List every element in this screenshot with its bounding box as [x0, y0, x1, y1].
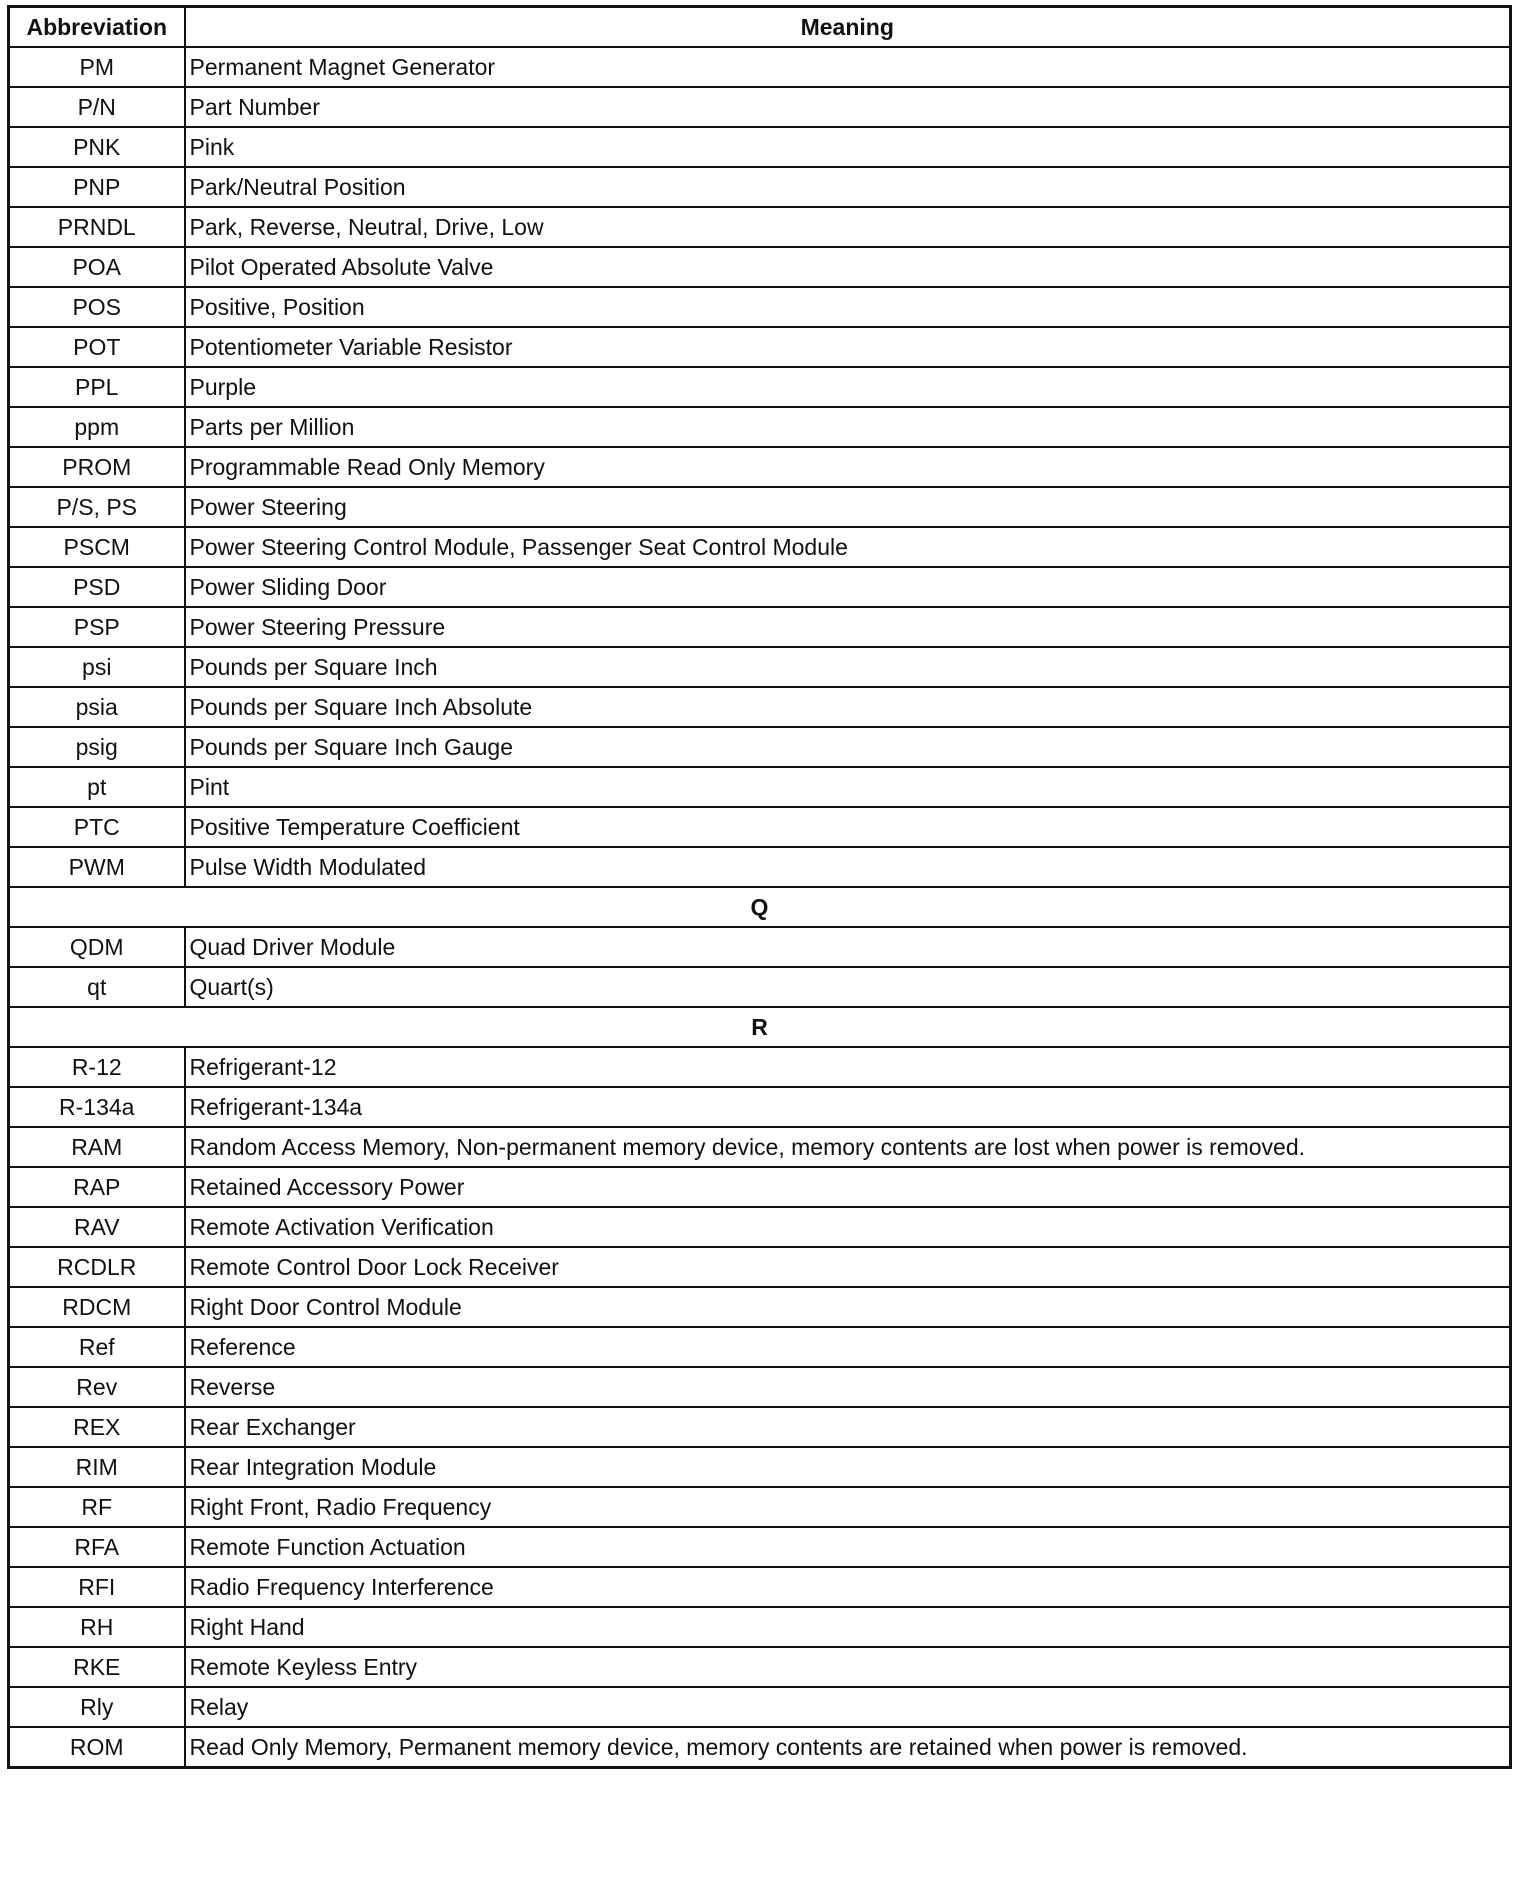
- section-row: [9, 887, 1511, 927]
- meaning-cell: Programmable Read Only Memory: [185, 447, 1511, 487]
- abbreviation-cell: R-12: [9, 1047, 185, 1087]
- abbreviation-cell: R-134a: [9, 1087, 185, 1127]
- table-row: [9, 1047, 1511, 1087]
- abbreviation-cell: RFI: [9, 1567, 185, 1607]
- table-row: [9, 327, 1511, 367]
- abbreviation-cell: psia: [9, 687, 185, 727]
- section-heading: Q: [9, 887, 1511, 927]
- table-row: [9, 607, 1511, 647]
- abbreviation-cell: pt: [9, 767, 185, 807]
- abbreviation-cell: PRNDL: [9, 207, 185, 247]
- abbreviation-cell: psig: [9, 727, 185, 767]
- table-row: [9, 1727, 1511, 1768]
- table-row: [9, 567, 1511, 607]
- abbreviation-cell: RDCM: [9, 1287, 185, 1327]
- abbreviation-cell: POA: [9, 247, 185, 287]
- meaning-cell: Reference: [185, 1327, 1511, 1367]
- meaning-cell: Pint: [185, 767, 1511, 807]
- table-row: [9, 1407, 1511, 1447]
- table-row: [9, 647, 1511, 687]
- abbreviation-cell: RAP: [9, 1167, 185, 1207]
- abbreviation-cell: PSP: [9, 607, 185, 647]
- meaning-cell: Parts per Million: [185, 407, 1511, 447]
- table-body: [9, 47, 1511, 1768]
- table-row: [9, 727, 1511, 767]
- table-row: [9, 1247, 1511, 1287]
- abbreviation-cell: RH: [9, 1607, 185, 1647]
- meaning-cell: Pounds per Square Inch Gauge: [185, 727, 1511, 767]
- abbreviation-cell: PROM: [9, 447, 185, 487]
- meaning-cell: Rear Integration Module: [185, 1447, 1511, 1487]
- table-row: [9, 1367, 1511, 1407]
- table-row: [9, 247, 1511, 287]
- abbreviation-cell: PNK: [9, 127, 185, 167]
- meaning-cell: Positive Temperature Coefficient: [185, 807, 1511, 847]
- meaning-cell: Quad Driver Module: [185, 927, 1511, 967]
- meaning-cell: Radio Frequency Interference: [185, 1567, 1511, 1607]
- abbreviation-cell: RAV: [9, 1207, 185, 1247]
- abbreviation-cell: POS: [9, 287, 185, 327]
- abbreviation-cell: QDM: [9, 927, 185, 967]
- table-row: [9, 1127, 1511, 1167]
- abbreviation-cell: PWM: [9, 847, 185, 887]
- table-row: [9, 1447, 1511, 1487]
- table-row: [9, 1327, 1511, 1367]
- table-row: [9, 927, 1511, 967]
- table-row: [9, 87, 1511, 127]
- meaning-cell: Remote Control Door Lock Receiver: [185, 1247, 1511, 1287]
- abbreviation-cell: RFA: [9, 1527, 185, 1567]
- meaning-cell: Positive, Position: [185, 287, 1511, 327]
- table-row: [9, 167, 1511, 207]
- table-row: [9, 847, 1511, 887]
- abbreviation-cell: RAM: [9, 1127, 185, 1167]
- abbreviation-cell: POT: [9, 327, 185, 367]
- meaning-cell: Reverse: [185, 1367, 1511, 1407]
- abbreviation-cell: Rly: [9, 1687, 185, 1727]
- meaning-cell: Power Sliding Door: [185, 567, 1511, 607]
- section-row: [9, 1007, 1511, 1047]
- abbreviation-cell: Ref: [9, 1327, 185, 1367]
- table-row: [9, 807, 1511, 847]
- meaning-cell: Pilot Operated Absolute Valve: [185, 247, 1511, 287]
- table-row: [9, 207, 1511, 247]
- table-row: [9, 367, 1511, 407]
- abbreviation-cell: PTC: [9, 807, 185, 847]
- abbreviation-cell: RCDLR: [9, 1247, 185, 1287]
- table-row: [9, 767, 1511, 807]
- abbreviation-cell: P/N: [9, 87, 185, 127]
- abbreviation-cell: PSD: [9, 567, 185, 607]
- abbreviation-cell: PNP: [9, 167, 185, 207]
- abbreviation-cell: RIM: [9, 1447, 185, 1487]
- table-row: [9, 1687, 1511, 1727]
- header-row: [9, 7, 1511, 48]
- meaning-cell: Relay: [185, 1687, 1511, 1727]
- meaning-cell: Quart(s): [185, 967, 1511, 1007]
- meaning-cell: Part Number: [185, 87, 1511, 127]
- header-meaning: Meaning: [185, 7, 1511, 48]
- table-row: [9, 1287, 1511, 1327]
- abbreviation-cell: PM: [9, 47, 185, 87]
- meaning-cell: Remote Keyless Entry: [185, 1647, 1511, 1687]
- meaning-cell: Pulse Width Modulated: [185, 847, 1511, 887]
- table-row: [9, 1607, 1511, 1647]
- meaning-cell: Power Steering: [185, 487, 1511, 527]
- abbreviation-cell: ppm: [9, 407, 185, 447]
- meaning-cell: Rear Exchanger: [185, 1407, 1511, 1447]
- meaning-cell: Retained Accessory Power: [185, 1167, 1511, 1207]
- abbreviation-cell: PPL: [9, 367, 185, 407]
- table-row: [9, 1487, 1511, 1527]
- meaning-cell: Read Only Memory, Permanent memory device, memory contents are retained when power is removed.: [185, 1727, 1511, 1768]
- abbreviation-cell: REX: [9, 1407, 185, 1447]
- meaning-cell: Right Door Control Module: [185, 1287, 1511, 1327]
- table-row: [9, 1527, 1511, 1567]
- table-row: [9, 487, 1511, 527]
- abbreviation-cell: RF: [9, 1487, 185, 1527]
- abbreviation-cell: PSCM: [9, 527, 185, 567]
- table-row: [9, 967, 1511, 1007]
- abbreviation-cell: qt: [9, 967, 185, 1007]
- table-row: [9, 527, 1511, 567]
- meaning-cell: Refrigerant-12: [185, 1047, 1511, 1087]
- abbreviation-cell: RKE: [9, 1647, 185, 1687]
- meaning-cell: Right Front, Radio Frequency: [185, 1487, 1511, 1527]
- meaning-cell: Right Hand: [185, 1607, 1511, 1647]
- table-row: [9, 687, 1511, 727]
- meaning-cell: Remote Function Actuation: [185, 1527, 1511, 1567]
- meaning-cell: Potentiometer Variable Resistor: [185, 327, 1511, 367]
- meaning-cell: Pink: [185, 127, 1511, 167]
- meaning-cell: Remote Activation Verification: [185, 1207, 1511, 1247]
- table-row: [9, 1207, 1511, 1247]
- abbreviation-cell: ROM: [9, 1727, 185, 1768]
- table-row: [9, 287, 1511, 327]
- section-heading: R: [9, 1007, 1511, 1047]
- meaning-cell: Permanent Magnet Generator: [185, 47, 1511, 87]
- abbreviation-cell: P/S, PS: [9, 487, 185, 527]
- abbreviation-table: [7, 5, 1512, 1769]
- abbreviation-cell: Rev: [9, 1367, 185, 1407]
- table-row: [9, 1167, 1511, 1207]
- meaning-cell: Pounds per Square Inch Absolute: [185, 687, 1511, 727]
- meaning-cell: Power Steering Control Module, Passenger Seat Control Module: [185, 527, 1511, 567]
- header-abbreviation: Abbreviation: [9, 7, 185, 48]
- abbreviation-cell: psi: [9, 647, 185, 687]
- meaning-cell: Pounds per Square Inch: [185, 647, 1511, 687]
- meaning-cell: Random Access Memory, Non-permanent memory device, memory contents are lost when power is removed.: [185, 1127, 1511, 1167]
- table-row: [9, 1087, 1511, 1127]
- table-row: [9, 1567, 1511, 1607]
- table-row: [9, 407, 1511, 447]
- table-row: [9, 47, 1511, 87]
- table-row: [9, 447, 1511, 487]
- meaning-cell: Park, Reverse, Neutral, Drive, Low: [185, 207, 1511, 247]
- table-row: [9, 1647, 1511, 1687]
- table-row: [9, 127, 1511, 167]
- meaning-cell: Park/Neutral Position: [185, 167, 1511, 207]
- meaning-cell: Refrigerant-134a: [185, 1087, 1511, 1127]
- meaning-cell: Purple: [185, 367, 1511, 407]
- meaning-cell: Power Steering Pressure: [185, 607, 1511, 647]
